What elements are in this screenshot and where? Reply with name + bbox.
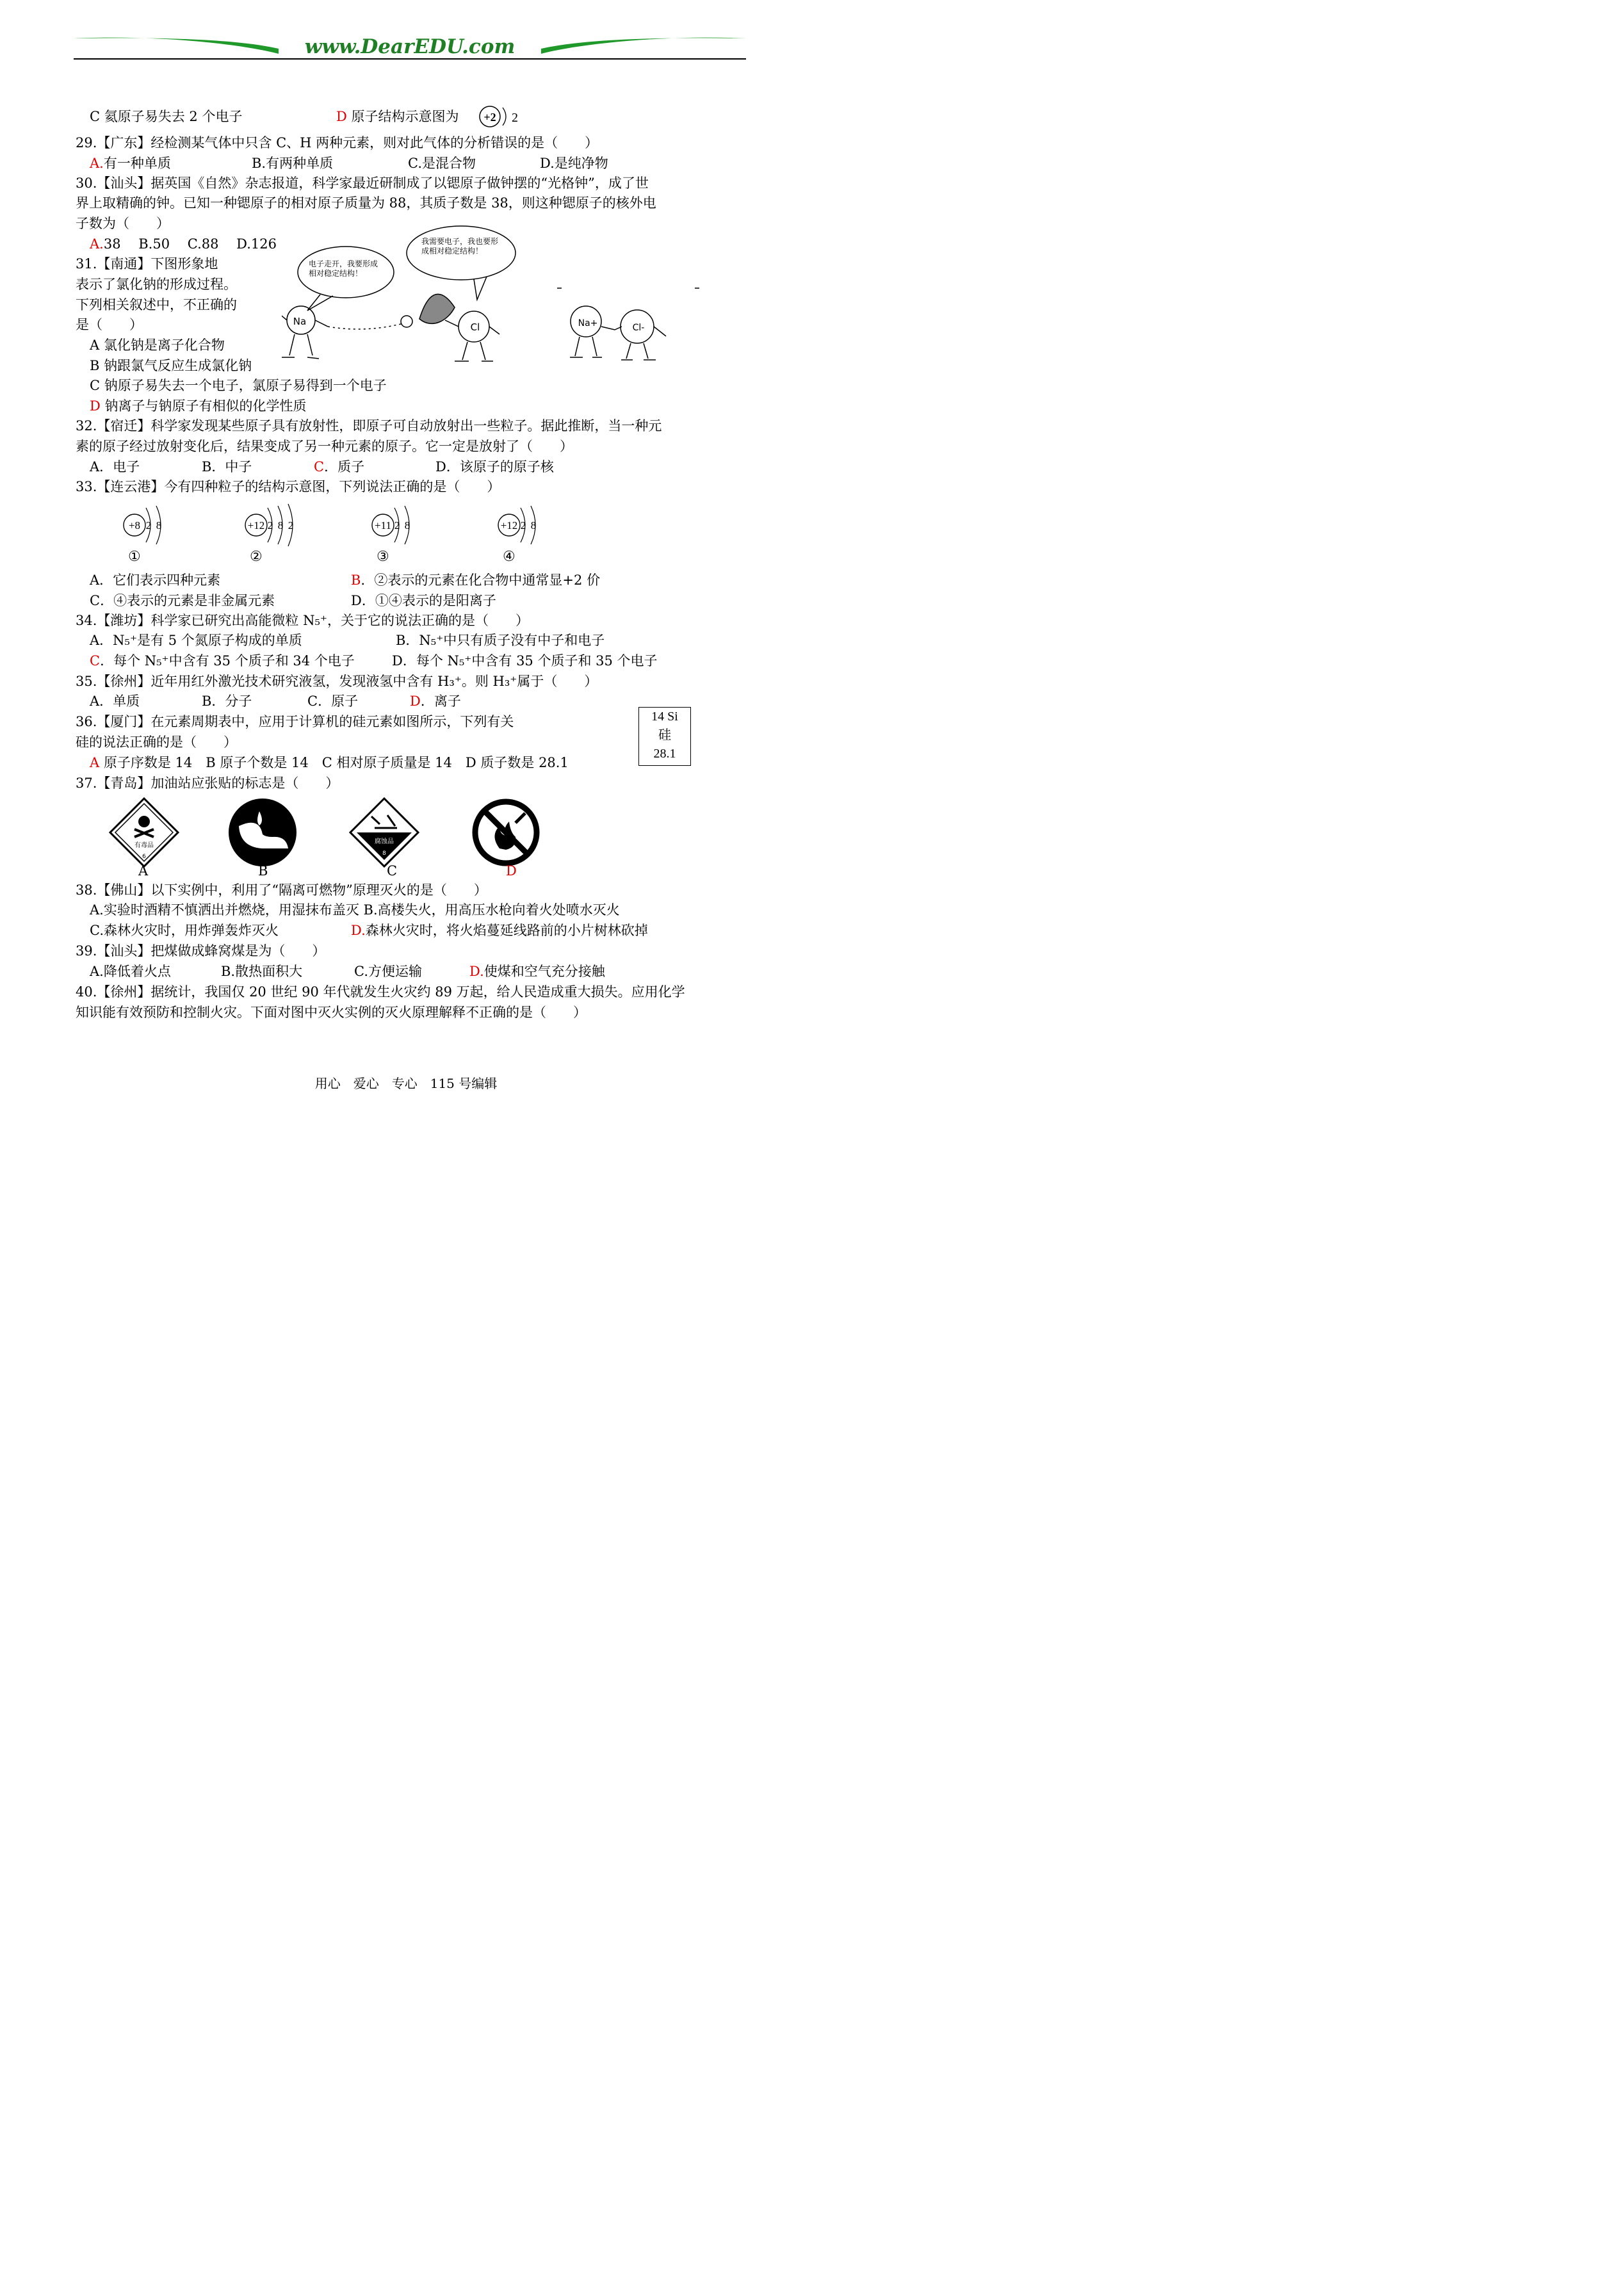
q33-option-c: C．④表示的元素是非金属元素	[90, 593, 275, 608]
svg-text:Na: Na	[293, 316, 307, 327]
q39-option-a: A.降低着火点	[90, 964, 171, 979]
sodium-chloride-cartoon	[282, 224, 704, 371]
q39-option-c: C.方便运输	[354, 964, 422, 979]
q29-option-c: C.是混合物	[408, 156, 476, 171]
silicon-number-symbol: 14 Si	[651, 710, 678, 724]
q33-option-d: D．①④表示的是阳离子	[351, 593, 496, 608]
shell-electron-count: 2	[394, 519, 400, 531]
q32-stem-line1: 32.【宿迁】科学家发现某些原子具有放射性，即原子可自动放射出一些粒子。据此推断，当一种元	[76, 418, 662, 434]
q31-option-d: D 钠离子与钠原子有相似的化学性质	[90, 398, 307, 414]
q34-option-d: D．每个 N₅⁺中含有 35 个质子和 35 个电子	[392, 653, 658, 669]
speech-text-chlorine: 我需要电子，我也要形成相对稳定结构！	[421, 237, 499, 255]
q40-stem-line1: 40.【徐州】据统计，我国仅 20 世纪 90 年代就发生火灾约 89 万起，给人民造成重大损失。应用化学	[76, 984, 685, 1000]
svg-text:有毒品: 有毒品	[134, 842, 154, 849]
q29-option-b: B.有两种单质	[252, 156, 334, 171]
toxic-sign	[109, 797, 179, 868]
silicon-name: 硅	[658, 728, 671, 742]
q40-stem-line2: 知识能有效预防和控制火灾。下面对图中灭火实例的灭火原理解释不正确的是（ ）	[76, 1005, 587, 1020]
svg-text:Na+: Na+	[578, 318, 598, 328]
shell-electron-count: 8	[530, 519, 537, 531]
q33-option-b: B．②表示的元素在化合物中通常显+2 价	[351, 572, 601, 588]
page	[0, 0, 812, 1148]
nucleus-charge: +11	[375, 519, 391, 531]
svg-text:8: 8	[382, 850, 386, 857]
site-logo-text: www.DearEDU.com	[304, 35, 516, 58]
svg-text:6: 6	[142, 854, 146, 860]
q35-stem: 35.【徐州】近年用红外激光技术研究液氢，发现液氢中含有 H₃⁺。则 H₃⁺属于（ ）	[76, 674, 598, 689]
q36-stem-line1: 36.【厦门】在元素周期表中，应用于计算机的硅元素如图所示，下列有关	[76, 714, 514, 729]
q33-stem: 33.【连云港】今有四种粒子的结构示意图，下列说法正确的是（ ）	[76, 479, 501, 494]
q28-option-d: D 原子结构示意图为	[336, 109, 459, 124]
svg-text:2: 2	[512, 111, 518, 125]
q39-stem: 39.【汕头】把煤做成蜂窝煤是为（ ）	[76, 943, 326, 959]
q30-stem-line2: 界上取精确的钟。已知一种锶原子的相对原子质量为 88，其质子数是 38，则这种锶原子的核外电	[76, 195, 656, 211]
q28-option-c: C 氦原子易失去 2 个电子	[90, 109, 243, 124]
q30-stem-line1: 30.【汕头】据英国《自然》杂志报道，科学家最近研制成了以锶原子做钟摆的“光格钟”，成了世	[76, 175, 649, 191]
q33-option-a: A．它们表示四种元素	[90, 572, 221, 588]
helium-atom-diagram	[476, 102, 522, 131]
q34-option-a: A．N₅⁺是有 5 个氮原子构成的单质	[90, 633, 302, 648]
q29-stem: 29.【广东】经检测某气体中只含 C、H 两种元素，则对此气体的分析错误的是（ ）	[76, 135, 599, 150]
q34-stem: 34.【潍坊】科学家已研究出高能微粒 N₅⁺，关于它的说法正确的是（ ）	[76, 613, 529, 628]
q36-stem-line2: 硅的说法正确的是（ ）	[76, 734, 237, 750]
q29-option-a: A.有一种单质	[90, 156, 171, 171]
q29-option-d: D.是纯净物	[540, 156, 608, 171]
q31-stem-line4: 是（ ）	[76, 317, 143, 332]
q31-stem-line1: 31.【南通】下图形象地	[76, 256, 218, 272]
q34-option-b: B．N₅⁺中只有质子没有中子和电子	[396, 633, 605, 648]
q31-option-c: C 钠原子易失去一个电子，氯原子易得到一个电子	[90, 378, 387, 393]
structure-label: ②	[250, 549, 263, 565]
q35-option-d: D．离子	[410, 693, 461, 709]
shell-electron-count: 2	[520, 519, 526, 531]
svg-text:腐蚀品: 腐蚀品	[375, 838, 394, 845]
sign-label-a: A	[138, 863, 149, 879]
shell-electron-count: 2	[267, 519, 273, 531]
q31-stem-line3: 下列相关叙述中，不正确的	[76, 297, 237, 312]
q32-stem-line2: 素的原子经过放射变化后，结果变成了另一种元素的原子。它一定是放射了（ ）	[76, 439, 573, 454]
q39-option-d: D.使煤和空气充分接触	[469, 964, 605, 979]
q31-option-a: A 氯化钠是离子化合物	[90, 337, 225, 353]
q31-option-b: B 钠跟氯气反应生成氯化钠	[90, 358, 252, 373]
structure-label: ④	[503, 549, 516, 565]
nucleus-charge: +12	[500, 519, 518, 531]
svg-text:+2: +2	[483, 111, 496, 124]
shell-electron-count: 8	[156, 519, 162, 531]
no-fire-sign	[471, 797, 541, 868]
q39-option-b: B.散热面积大	[221, 964, 303, 979]
nucleus-charge: +12	[247, 519, 265, 531]
speech-text-sodium: 电子走开，我要形成相对稳定结构！	[309, 259, 378, 278]
shell-electron-count: 8	[277, 519, 284, 531]
sign-label-c: C	[387, 863, 398, 879]
q35-option-c: C．原子	[307, 693, 359, 709]
q34-option-c: C．每个 N₅⁺中含有 35 个质子和 34 个电子	[90, 653, 355, 669]
header-rule	[74, 58, 746, 60]
shell-electron-count: 2	[288, 519, 294, 531]
corrosive-sign	[349, 797, 419, 868]
shell-electron-count: 2	[145, 519, 152, 531]
q32-option-c: C．质子	[314, 459, 365, 474]
q30-stem-line3: 子数为（ ）	[76, 216, 170, 231]
sign-label-b: B	[258, 863, 268, 879]
page-footer: 用心 爱心 专心 115 号编辑	[314, 1076, 498, 1091]
q30-options: A.38 B.50 C.88 D.126	[90, 236, 277, 252]
q35-option-b: B．分子	[202, 693, 252, 709]
q31-stem-line2: 表示了氯化钠的形成过程。	[76, 277, 237, 292]
q38-options-ab: A.实验时酒精不慎洒出并燃烧，用湿抹布盖灭 B.高楼失火，用高压水枪向着火处喷水灭火	[90, 902, 620, 918]
structure-label: ③	[377, 549, 389, 565]
silicon-element-card	[638, 707, 691, 766]
svg-text:Cl-: Cl-	[632, 323, 645, 333]
q32-option-a: A．电子	[90, 459, 140, 474]
shell-electron-count: 8	[404, 519, 410, 531]
q36-options: A 原子序数是 14 B 原子个数是 14 C 相对原子质量是 14 D 质子数是 28.1	[90, 755, 569, 770]
q38-option-c: C.森林火灾时，用炸弹轰炸灭火	[90, 923, 279, 938]
sign-label-d: D	[506, 863, 517, 879]
silicon-mass: 28.1	[653, 747, 676, 761]
q37-stem: 37.【青岛】加油站应张贴的标志是（ ）	[76, 775, 339, 791]
q35-option-a: A．单质	[90, 693, 140, 709]
water-reactive-sign	[227, 797, 298, 868]
q32-option-b: B．中子	[202, 459, 252, 474]
nucleus-charge: +8	[128, 519, 141, 531]
svg-text:Cl: Cl	[470, 321, 480, 333]
structure-label: ①	[128, 549, 141, 565]
q38-stem: 38.【佛山】以下实例中，利用了“隔离可燃物”原理灭火的是（ ）	[76, 882, 487, 898]
q38-option-d: D.森林火灾时，将火焰蔓延线路前的小片树林砍掉	[351, 923, 648, 938]
q32-option-d: D．该原子的原子核	[435, 459, 554, 474]
